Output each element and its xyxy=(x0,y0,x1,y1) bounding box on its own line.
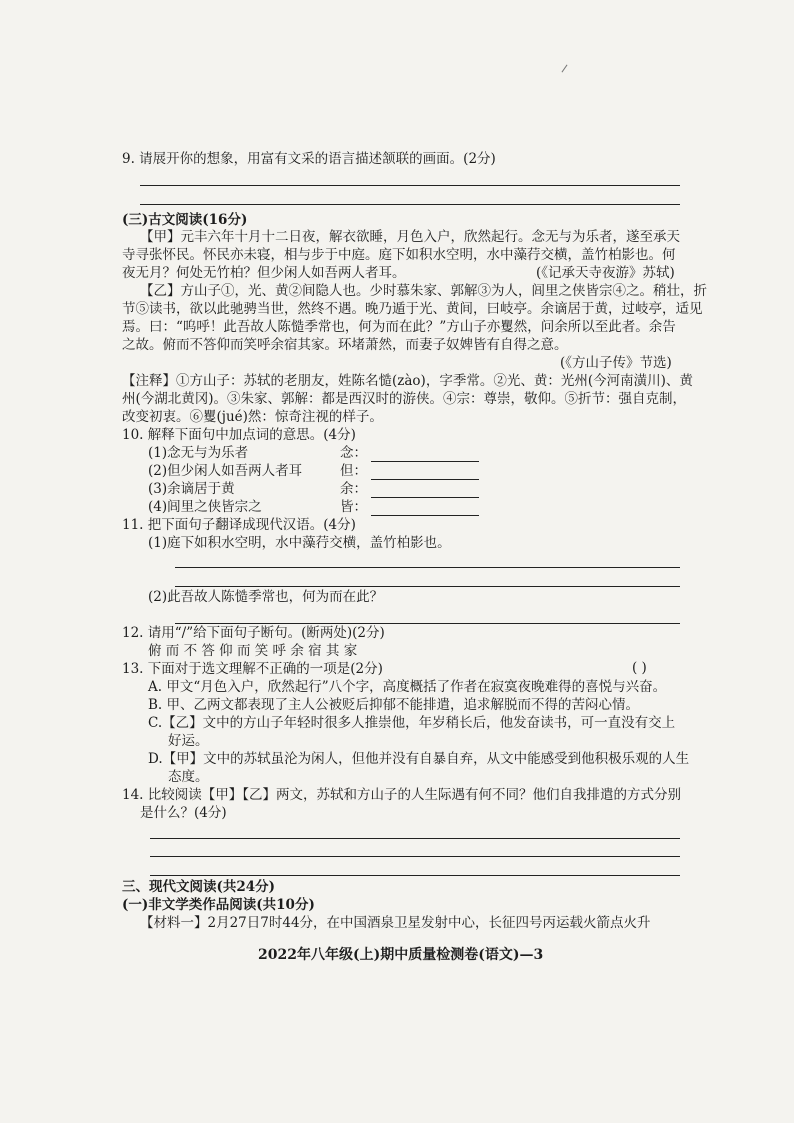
question-9: 9. 请展开你的想象，用富有文采的语言描述颔联的画面。(2分) xyxy=(122,151,496,167)
passage-jia-source: (《记承天寺夜游》苏轼) xyxy=(536,265,675,281)
passage-jia-line: 寺寻张怀民。怀民亦未寝，相与步于中庭。庭下如积水空明，水中藻荇交横，盖竹柏影也。何 xyxy=(122,247,676,263)
material-1: 【材料一】2月27日7时44分，在中国酒泉卫星发射中心，长征四号丙运载火箭点火升 xyxy=(140,915,651,931)
subsection-title: (一)非文学类作品阅读(共10分) xyxy=(122,897,315,913)
question-12: 12. 请用“/”给下面句子断句。(断两处)(2分) xyxy=(122,625,385,641)
q10-label: 念： xyxy=(340,444,479,462)
passage-yi-line: 焉。曰：“呜呼！此吾故人陈慥季常也，何为而在此？”方山子亦矍然，问余所以至此者。余告 xyxy=(122,319,676,335)
q10-item: (1)念无与为乐者 xyxy=(148,445,249,461)
answer-line xyxy=(140,185,680,186)
part-title: 三、现代文阅读(共24分) xyxy=(122,879,276,895)
q10-item: (3)余谪居于黄 xyxy=(148,481,235,497)
notes-line: 州(今湖北黄冈)。③朱家、郭解：都是西汉时的游侠。④宗：尊崇，敬仰。⑤折节：强自克制， xyxy=(122,391,687,407)
question-14: 14. 比较阅读【甲】【乙】两文，苏轼和方山子的人生际遇有何不同？他们自我排遣的方式分别 xyxy=(122,787,682,803)
question-14-cont: 是什么？(4分) xyxy=(140,805,227,821)
option-c-cont: 好运。 xyxy=(168,733,209,749)
passage-yi-line: 节⑤读书，欲以此驰骋当世，然终不遇。晚乃遁于光、黄间，曰岐亭。余谪居于黄，过岐亭，适见 xyxy=(122,301,703,317)
answer-line xyxy=(150,838,680,839)
passage-jia-line: 【甲】元丰六年十月十二日夜，解衣欲睡，月色入户，欣然起行。念无与为乐者，遂至承天 xyxy=(140,229,680,245)
question-10: 10. 解释下面句中加点词的意思。(4分) xyxy=(122,427,356,443)
section-title: (三)古文阅读(16分) xyxy=(122,212,248,228)
option-a: A. 甲文“月色入户，欣然起行”八个字，高度概括了作者在寂寞夜晚难得的喜悦与兴奋。 xyxy=(148,679,667,695)
answer-line xyxy=(175,586,680,587)
option-b: B. 甲、乙两文都表现了主人公被贬后抑郁不能排遣，追求解脱而不得的苦闷心情。 xyxy=(148,697,640,713)
q11-sentence-1: (1)庭下如积水空明，水中藻荇交横，盖竹柏影也。 xyxy=(148,535,451,551)
q12-sentence: 俯 而 不 答 仰 而 笑 呼 余 宿 其 家 xyxy=(148,643,358,659)
option-c: C.【乙】文中的方山子年轻时很多人推崇他，年岁稍长后，他发奋读书，可一直没有交上 xyxy=(148,715,676,731)
passage-jia-line: 夜无月？何处无竹柏？但少闲人如吾两人者耳。 xyxy=(122,265,406,281)
passage-yi-source: (《方山子传》节选) xyxy=(560,355,672,371)
q10-label: 但： xyxy=(340,462,479,480)
q10-label: 余： xyxy=(340,480,479,498)
answer-blank[interactable] xyxy=(371,466,479,480)
pen-mark xyxy=(562,65,568,73)
answer-line xyxy=(150,856,680,857)
passage-yi-line: 之故。俯而不答仰而笑呼余宿其家。环堵萧然，而妻子奴婢皆有自得之意。 xyxy=(122,337,568,353)
page-footer: 2022年八年级(上)期中质量检测卷(语文)—3 xyxy=(258,947,544,963)
notes-line: 【注释】①方山子：苏轼的老朋友，姓陈名慥(zào)，字季常。②光、黄：光州(今河南潢川)、黄 xyxy=(122,373,693,389)
option-d-cont: 态度。 xyxy=(168,769,209,785)
answer-line xyxy=(175,567,680,568)
q10-item: (2)但少闲人如吾两人者耳 xyxy=(148,463,303,479)
option-d: D.【甲】文中的苏轼虽沦为闲人，但他并没有自暴自弃，从文中能感受到他积极乐观的人生 xyxy=(148,751,690,767)
notes-line: 改变初衷。⑥矍(jué)然：惊奇注视的样子。 xyxy=(122,409,383,425)
answer-blank[interactable] xyxy=(371,448,479,462)
passage-yi-line: 【乙】方山子①，光、黄②间隐人也。少时慕朱家、郭解③为人，闾里之侠皆宗④之。稍壮，折 xyxy=(140,283,707,299)
answer-blank[interactable] xyxy=(371,484,479,498)
q10-item: (4)闾里之侠皆宗之 xyxy=(148,499,262,515)
answer-line xyxy=(150,875,680,876)
answer-line xyxy=(140,204,680,205)
question-13: 13. 下面对于选文理解不正确的一项是(2分) xyxy=(122,661,383,677)
q11-sentence-2: (2)此吾故人陈慥季常也，何为而在此？ xyxy=(148,589,384,605)
question-11: 11. 把下面句子翻译成现代汉语。(4分) xyxy=(122,517,356,533)
q10-label: 皆： xyxy=(340,498,479,516)
answer-blank[interactable] xyxy=(371,502,479,516)
answer-paren[interactable]: ( ) xyxy=(632,660,647,676)
